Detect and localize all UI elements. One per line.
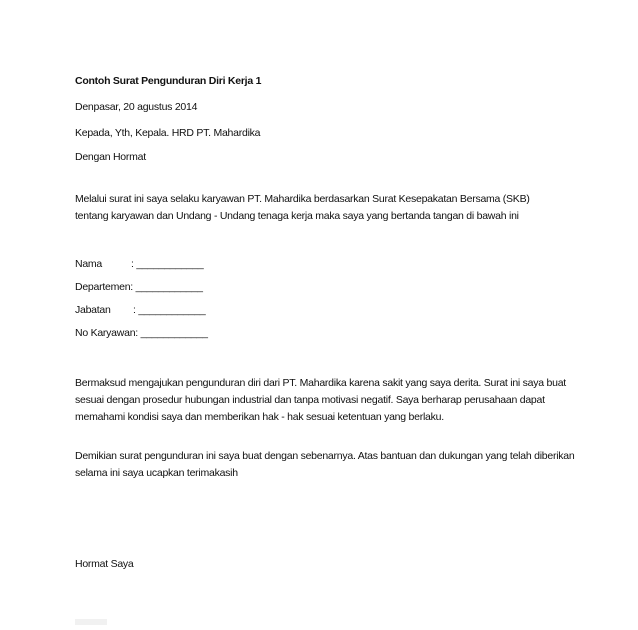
place-date: Denpasar, 20 agustus 2014 — [75, 101, 198, 113]
field-blank: : ____________ — [131, 258, 204, 270]
intro-line-1: Melalui surat ini saya selaku karyawan PT. Mahardika berdasarkan Surat Kesepakatan Bersama (SKB) — [75, 193, 530, 205]
field-blank: : ____________ — [130, 281, 203, 293]
field-nama — [75, 258, 203, 271]
sign-off: Hormat Saya — [75, 558, 134, 570]
field-blank: : ____________ — [135, 327, 208, 339]
greeting: Dengan Hormat — [75, 151, 146, 163]
field-no-karyawan — [75, 327, 208, 340]
field-label: Jabatan — [75, 304, 111, 316]
field-jabatan — [75, 304, 205, 317]
field-departemen — [75, 281, 203, 294]
closing-paragraph: Demikian surat pengunduran ini saya buat dengan sebenarnya. Atas bantuan dan dukungan yang telah diberikan selama ini saya ucapkan terimakasih — [75, 450, 575, 479]
intro-line-2: tentang karyawan dan Undang - Undang tenaga kerja maka saya yang bertanda tangan di bawah ini — [75, 210, 519, 222]
field-blank: : ____________ — [133, 304, 206, 316]
field-label: Departemen — [75, 281, 131, 293]
recipient-line: Kepada, Yth, Kepala. HRD PT. Mahardika — [75, 127, 261, 139]
faint-signature-mark — [75, 619, 107, 625]
letter-title: Contoh Surat Pengunduran Diri Kerja 1 — [75, 75, 262, 87]
field-label: No Karyawan — [75, 327, 136, 339]
intent-paragraph: Bermaksud mengajukan pengunduran diri dari PT. Mahardika karena sakit yang saya derita. Surat ini saya buat sesuai dengan prosedur hubungan industrial dan tanpa motivasi negatif. Saya berharap perusahaan dapat memahami kondisi saya dan memberikan hak - hak sesuai ketentuan yang berlaku. — [75, 377, 566, 423]
field-label: Nama — [75, 258, 103, 270]
